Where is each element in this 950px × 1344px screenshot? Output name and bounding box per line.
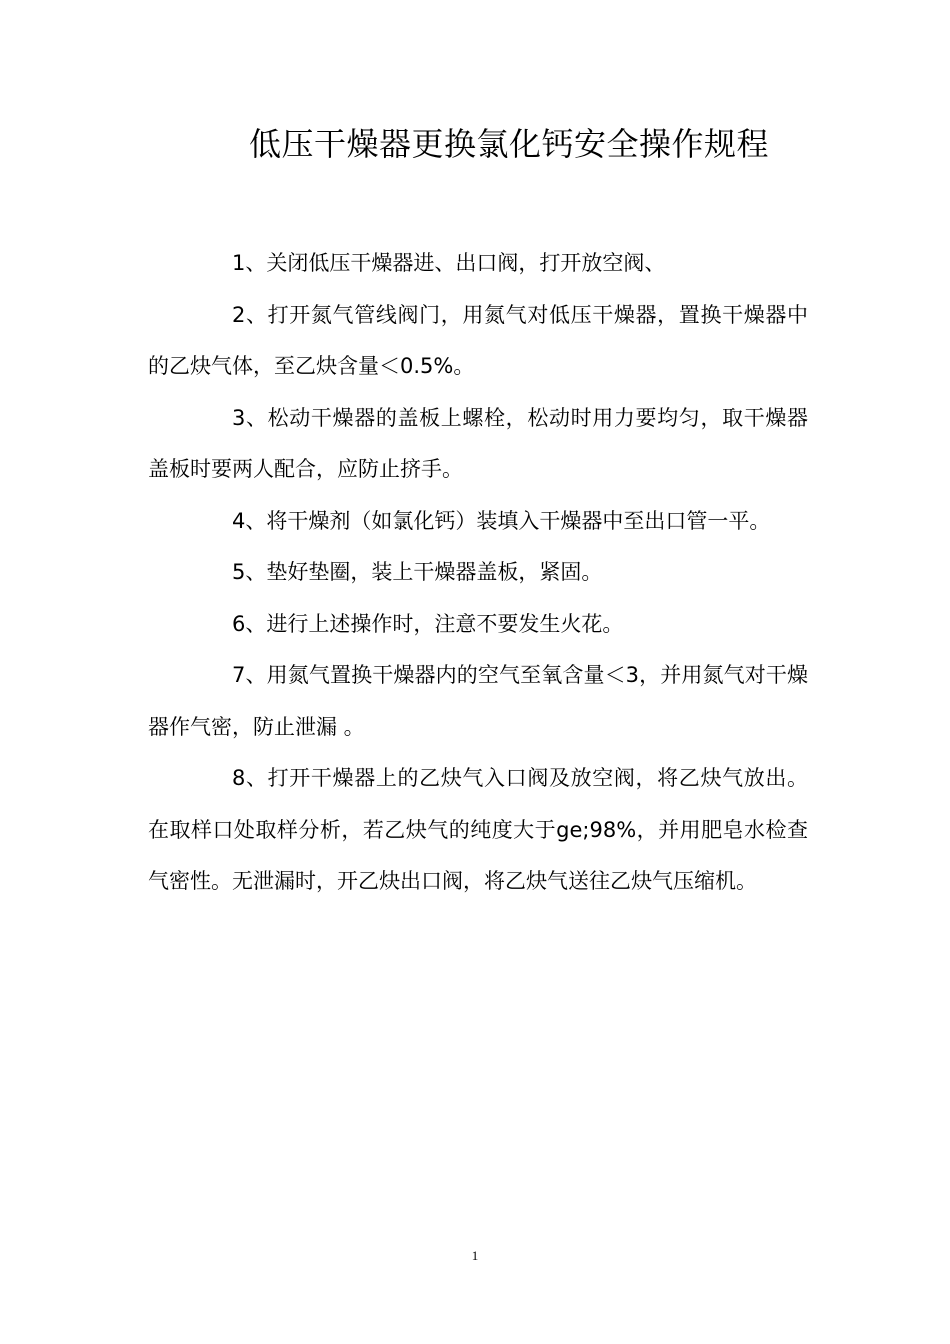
page-number: 1 — [471, 1248, 479, 1263]
paragraph-step-5: 5、垫好垫圈，装上干燥器盖板，紧固。 — [232, 560, 603, 584]
document-title: 低压干燥器更换氯化钙安全操作规程 — [248, 125, 769, 163]
paragraph-step-2: 2、打开氮气管线阀门，用氮气对低压干燥器，置换干燥器中的乙炔气体，至乙炔含量＜0.5%。 — [148, 302, 808, 378]
paragraph-step-6: 6、进行上述操作时，注意不要发生火花。 — [232, 611, 624, 636]
document-body — [148, 238, 808, 908]
paragraph-step-3: 3、松动干燥器的盖板上螺栓，松动时用力要均匀，取干燥器盖板时要两人配合，应防止挤手。 — [148, 405, 808, 481]
paragraph-step-4: 4、将干燥剂（如氯化钙）装填入干燥器中至出口管一平。 — [232, 508, 771, 533]
paragraph-step-7: 7、用氮气置换干燥器内的空气至氧含量＜3，并用氮气对干燥器作气密，防止泄漏 。 — [148, 663, 808, 739]
paragraph-step-8: 8、打开干燥器上的乙炔气入口阀及放空阀，将乙炔气放出。在取样口处取样分析，若乙炔气的纯度大于ge;98%，并用肥皂水检查气密性。无泄漏时，开乙炔出口阀，将乙炔气送往乙炔气压缩机。 — [148, 766, 808, 893]
paragraph-step-1: 1、关闭低压干燥器进、出口阀，打开放空阀、 — [232, 251, 666, 275]
